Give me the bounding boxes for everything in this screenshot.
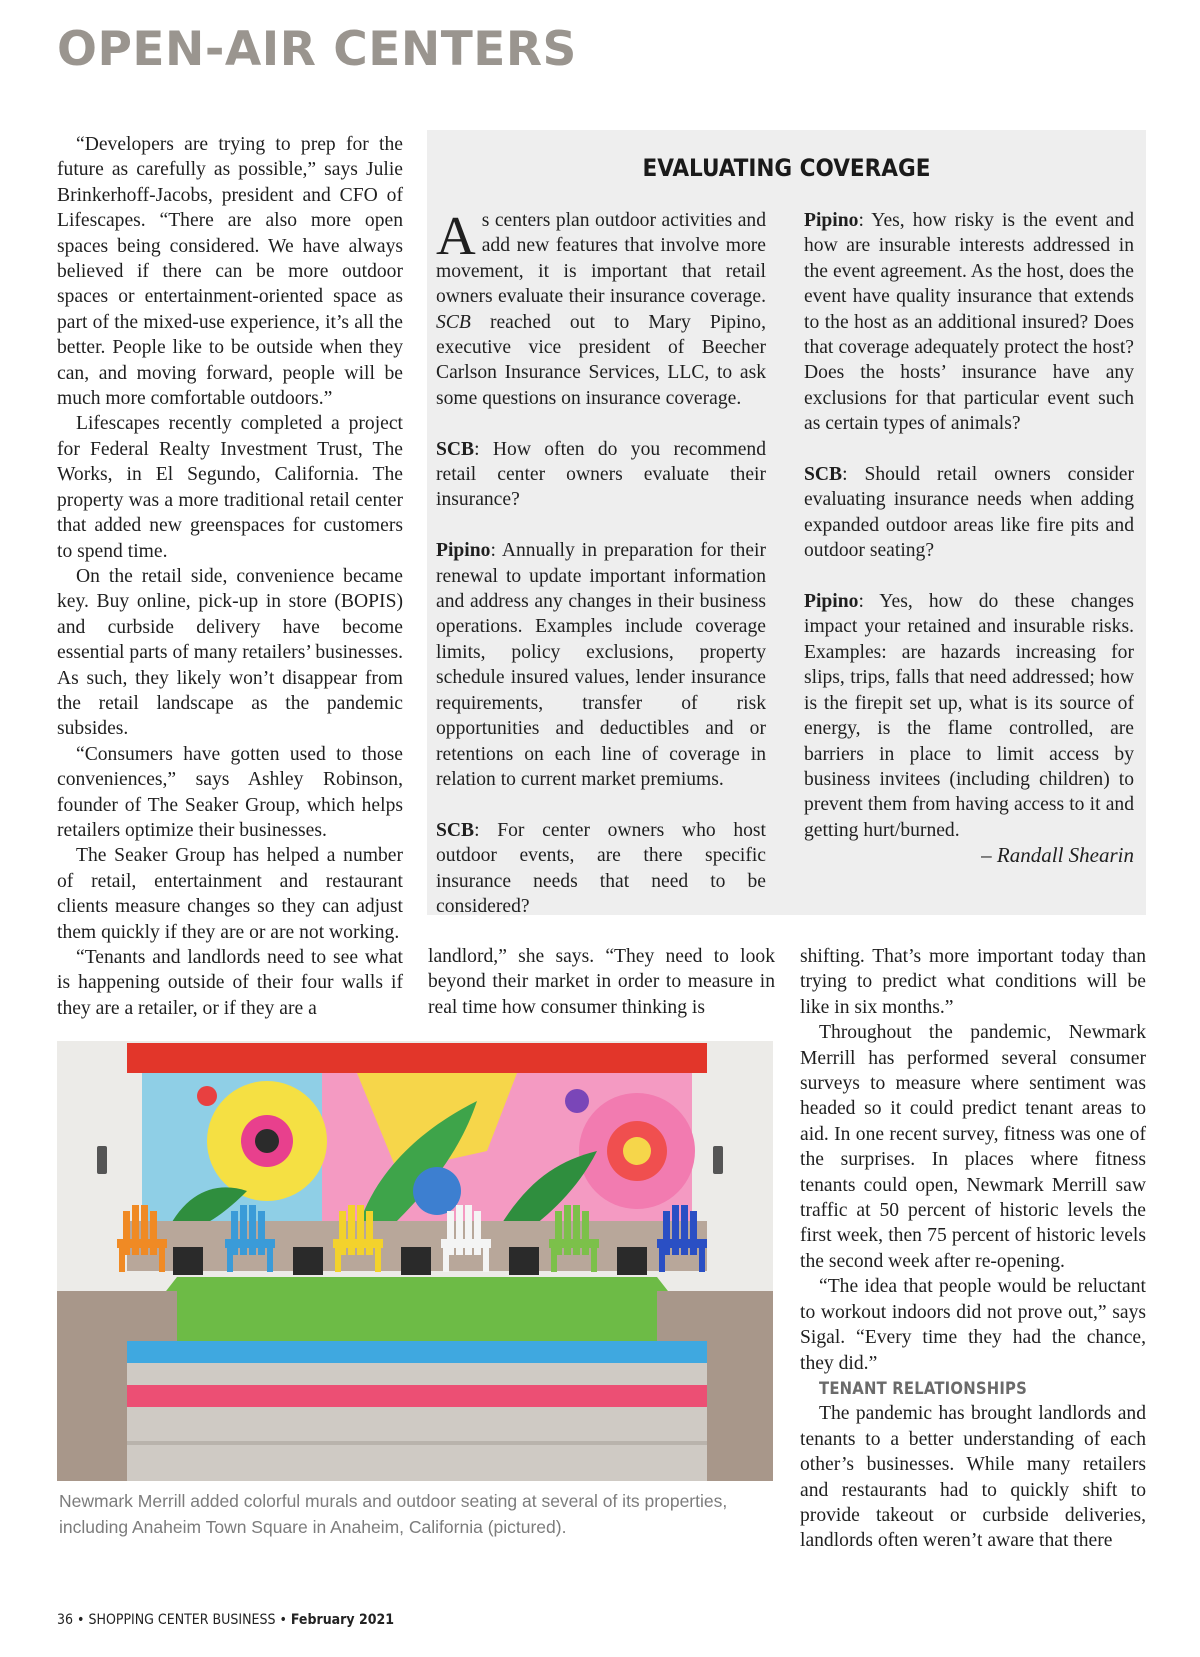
intro-text-tail: reached out to Mary Pipino, executive vice president of Beecher Carlson Insurance Services, LLC, to ask some questions on insurance coverage. [436, 311, 766, 409]
publication-abbrev: SCB [436, 311, 471, 333]
planter [401, 1247, 431, 1275]
qa-text: : Should retail owners consider evaluating insurance needs when adding expanded outdoor areas like fire pits and outdoor seating? [804, 464, 1134, 562]
qa-item [436, 437, 766, 513]
qa-text: : Yes, how risky is the event and how are insurable interests addressed in the event agreement. As the host, does the event have quality insurance that extends to the host as an additional insured? Does that coverage adequately protect the host? Does the hosts’ insurance have any exclusions for that particular event such as certain types of animals? [804, 210, 1134, 435]
page-number: 36 [57, 1612, 74, 1628]
article-paragraph: On the retail side, convenience became key. Buy online, pick-up in store (BOPIS) and curbside delivery have become essential parts of many retailers’ businesses. As such, they likely won’t disappear from the retail landscape as the pandemic subsides. [57, 565, 403, 740]
qa-item [804, 208, 1134, 437]
article-paragraph: The Seaker Group has helped a number of retail, entertainment and restaurant clients measure changes so they can adjust them quickly if they are or are not working. [57, 845, 403, 943]
qa-speaker: Pipino [804, 210, 859, 231]
wall-sconce [713, 1146, 723, 1174]
article-paragraph: The pandemic has brought landlords and tenants to a better understanding of each other’s businesses. While many retailers and restaurants had to quickly shift to provide takeout or curbside deliveries, landlords often weren’t aware that there [800, 1403, 1146, 1552]
step [127, 1363, 707, 1385]
article-column-middle [428, 944, 775, 1020]
red-beam [127, 1043, 707, 1073]
qa-speaker: SCB [804, 464, 843, 486]
article-paragraph: “The idea that people would be reluctant to workout indoors did not prove out,” says Sigal. “Every time they had the chance, they did.” [800, 1276, 1146, 1374]
article-paragraph: landlord,” she says. “They need to look beyond their market in order to measure in real time how consumer thinking is [428, 946, 775, 1018]
article-paragraph: shifting. That’s more important today than trying to predict what conditions will be like in six months.” [800, 946, 1146, 1018]
drop-cap: A [436, 205, 476, 266]
mural-photo [57, 1041, 773, 1481]
qa-item [804, 462, 1134, 564]
article-paragraph: Throughout the pandemic, Newmark Merrill has performed several consumer surveys to measure where sentiment was headed so it could predict tenant areas to aid. In one recent survey, fitness was one of the surprises. In places where fitness tenants could open, Newmark Merrill saw traffic at 50 percent of historic levels the first week, then 75 percent of historic levels the second week after re-opening. [800, 1022, 1146, 1272]
article-column-right [800, 944, 1146, 1554]
qa-item [436, 818, 766, 920]
mural-dot [413, 1167, 461, 1215]
planter [173, 1247, 203, 1275]
sidebar-column-right [804, 208, 1134, 894]
qa-speaker: Pipino [804, 591, 859, 613]
sidebar-title: EVALUATING COVERAGE [642, 154, 931, 182]
article-column-left [57, 132, 403, 1021]
planter [293, 1247, 323, 1275]
wall-sconce [97, 1146, 107, 1174]
lawn [127, 1277, 707, 1341]
planter [617, 1247, 647, 1275]
sidebar-intro [436, 205, 766, 411]
qa-text: : How often do you recommend retail center owners evaluate their insurance? [436, 438, 766, 511]
issue-date: February 2021 [290, 1612, 395, 1628]
qa-speaker: Pipino [436, 540, 491, 562]
intro-text: s centers plan outdoor activities and add new features that involve more movement, it is important that retail owners evaluate their insurance coverage. [436, 210, 766, 308]
section-title: OPEN-AIR CENTERS [57, 22, 577, 77]
pink-step [127, 1385, 707, 1407]
sidebar-column-left [436, 205, 766, 919]
qa-item [804, 589, 1134, 843]
planter [509, 1247, 539, 1275]
qa-item [436, 538, 766, 792]
qa-text: : For center owners who host outdoor events, are there specific insurance needs that need to be considered? [436, 819, 766, 917]
sidebar-evaluating-coverage [427, 130, 1146, 915]
photo-caption: Newmark Merrill added colorful murals and outdoor seating at several of its properties, including Anaheim Town Square in Anaheim, California (pictured). [59, 1491, 728, 1537]
article-paragraph: Lifescapes recently completed a project for Federal Realty Investment Trust, The Works, in El Segundo, California. The property was a more traditional retail center that added new greenspaces for customers to spend time. [57, 413, 403, 562]
page-footer: 36 • SHOPPING CENTER BUSINESS • February 2021 [57, 1612, 395, 1628]
article-paragraph: “Tenants and landlords need to see what is happening outside of their four walls if they are a retailer, or if they are a [57, 947, 403, 1019]
subhead: TENANT RELATIONSHIPS [819, 1378, 1028, 1398]
article-paragraph: “Developers are trying to prep for the future as carefully as possible,” says Julie Brinkerhoff-Jacobs, president and CFO of Lifescapes. “There are also more open spaces being considered. We have always believed if there can be more outdoor spaces or entertainment-oriented space as part of the mixed-use experience, it’s all the better. People like to be outside when they can, and moving forward, people will be much more comfortable outdoors.” [57, 134, 403, 410]
article-paragraph: “Consumers have gotten used to those conveniences,” says Ashley Robinson, founder of The Seaker Group, which helps retailers optimize their businesses. [57, 743, 403, 841]
publication-name: SHOPPING CENTER BUSINESS [88, 1612, 276, 1628]
byline: – Randall Shearin [981, 843, 1134, 868]
blue-step [127, 1341, 707, 1363]
qa-speaker: SCB [436, 438, 475, 460]
qa-text: : Yes, how do these changes impact your retained and insurable risks. Examples: are hazards increasing for slips, trips, falls that need addressed; how is the firepit set up, what is its source of energy, is the flame controlled, are barriers in place to limit access by business invitees (including children) to prevent them from having access to it and getting hurt/burned. [804, 591, 1134, 841]
qa-speaker: SCB [436, 819, 475, 841]
mural-illustration [57, 1041, 773, 1481]
qa-text: : Annually in preparation for their renewal to update important information and address any changes in their business operations. Examples include coverage limits, policy exclusions, property schedule insured values, lender insurance requirements, transfer of risk opportunities and deductibles and or retentions on each line of coverage in relation to current market premiums. [436, 540, 766, 790]
